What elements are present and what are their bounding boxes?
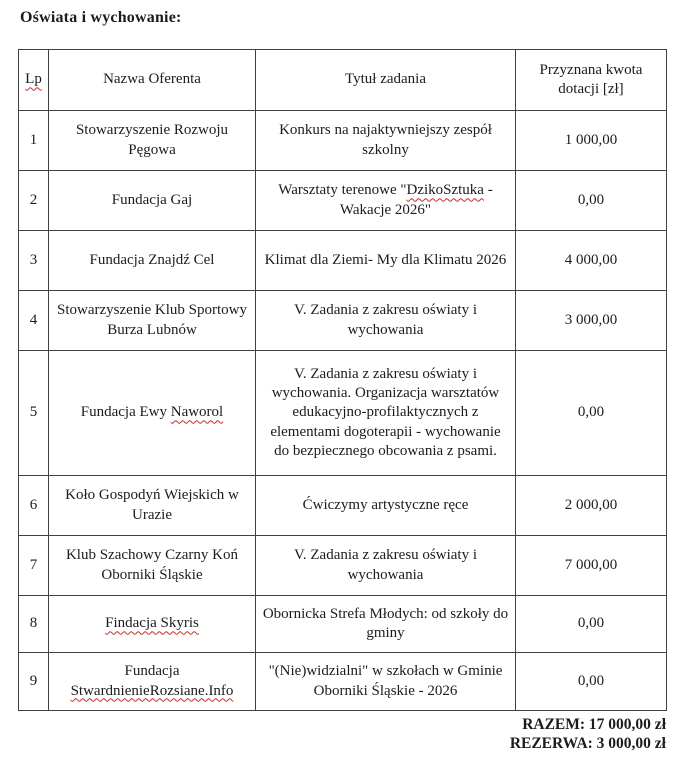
text-segment: Obornicka Strefa Młodych: od szkoły do gminy [262, 605, 509, 641]
text-segment: Warsztaty terenowe " [278, 182, 407, 199]
cell-oferent [49, 111, 256, 171]
table-row [19, 171, 667, 231]
cell-kwota: 0,00 [516, 596, 667, 653]
cell-lp: 7 [19, 536, 49, 596]
cell-kwota: 1 000,00 [516, 111, 667, 171]
cell-lp: 4 [19, 291, 49, 351]
page-title: Oświata i wychowanie: [20, 9, 182, 26]
spellcheck-underline: Naworol [170, 404, 224, 421]
cell-oferent [49, 291, 256, 351]
cell-zadanie [256, 291, 516, 351]
table-row [19, 536, 667, 596]
text-segment: Stowarzyszenie Rozwoju Pęgowa [75, 122, 229, 158]
cell-oferent [49, 171, 256, 231]
spellcheck-underline: Findacja Skyris [105, 615, 199, 632]
text-segment: Klub Szachowy Czarny Koń Oborniki Śląskie [65, 547, 239, 583]
text-segment: V. Zadania z zakresu oświaty i wychowania [294, 547, 477, 583]
text-segment: Fundacja Znajdź Cel [89, 251, 215, 268]
text-segment: Fundacja Ewy [80, 404, 171, 421]
text-segment: Nazwa Oferenta [103, 71, 201, 88]
cell-lp: 9 [19, 653, 49, 711]
table-row [19, 291, 667, 351]
cell-oferent [49, 596, 256, 653]
text-segment: Konkurs na najaktywniejszy zespół szkolny [279, 122, 492, 158]
cell-oferent [49, 476, 256, 536]
text-segment: Przyznana kwota dotacji [zł] [539, 61, 643, 97]
header-cell-kwota [516, 50, 667, 111]
text-segment: Koło Gospodyń Wiejskich w Urazie [65, 487, 239, 523]
cell-oferent [49, 351, 256, 476]
text-segment: Fundacja Gaj [111, 191, 193, 208]
cell-oferent [49, 231, 256, 291]
spellcheck-underline: StwardnienieRozsiane.Info [70, 682, 234, 699]
text-segment: - Wakacje 2026" [339, 182, 493, 218]
cell-zadanie [256, 111, 516, 171]
header-cell-zadanie [256, 50, 516, 111]
text-segment: V. Zadania z zakresu oświaty i wychowania [294, 302, 477, 338]
cell-kwota: 2 000,00 [516, 476, 667, 536]
cell-zadanie [256, 351, 516, 476]
text-segment: V. Zadania z zakresu oświaty i wychowania. Organizacja warsztatów edukacyjno-profilaktycznych z elementami dogoterapii - wychowanie do bezpiecznego obcowania z psami. [270, 366, 501, 459]
cell-kwota: 3 000,00 [516, 291, 667, 351]
cell-lp: 3 [19, 231, 49, 291]
table-row [19, 476, 667, 536]
cell-kwota: 0,00 [516, 351, 667, 476]
header-cell-lp [19, 50, 49, 111]
table-row [19, 351, 667, 476]
table-row [19, 653, 667, 711]
text-segment: Klimat dla Ziemi- My dla Klimatu 2026 [264, 251, 507, 268]
cell-kwota: 4 000,00 [516, 231, 667, 291]
cell-zadanie [256, 653, 516, 711]
grants-table [18, 49, 667, 711]
text-segment: "(Nie)widzialni" w szkołach w Gminie Oborniki Śląskie - 2026 [268, 663, 503, 699]
spellcheck-underline: Lp [25, 71, 42, 88]
spellcheck-underline: DzikoSztuka [406, 182, 484, 199]
table-row [19, 231, 667, 291]
cell-zadanie [256, 231, 516, 291]
totals-block [0, 715, 666, 754]
text-segment: Stowarzyszenie Klub Sportowy Burza Lubnów [57, 302, 247, 338]
header-cell-oferent [49, 50, 256, 111]
cell-oferent [49, 653, 256, 711]
total-rezerwa: REZERWA: 3 000,00 zł [509, 735, 666, 753]
cell-oferent [49, 536, 256, 596]
total-razem: RAZEM: 17 000,00 zł [522, 716, 666, 733]
cell-zadanie [256, 536, 516, 596]
table-header-row [19, 50, 667, 111]
text-segment: Ćwiczymy artystyczne ręce [302, 496, 469, 513]
table-row [19, 111, 667, 171]
cell-lp: 8 [19, 596, 49, 653]
cell-kwota: 0,00 [516, 653, 667, 711]
cell-lp: 5 [19, 351, 49, 476]
table-body [19, 111, 667, 711]
cell-lp: 1 [19, 111, 49, 171]
cell-lp: 2 [19, 171, 49, 231]
cell-kwota: 7 000,00 [516, 536, 667, 596]
cell-lp: 6 [19, 476, 49, 536]
cell-zadanie [256, 596, 516, 653]
cell-kwota: 0,00 [516, 171, 667, 231]
text-segment: Tytuł zadania [345, 71, 426, 88]
table-row [19, 596, 667, 653]
cell-zadanie [256, 171, 516, 231]
cell-zadanie [256, 476, 516, 536]
text-segment: Fundacja [124, 663, 180, 680]
